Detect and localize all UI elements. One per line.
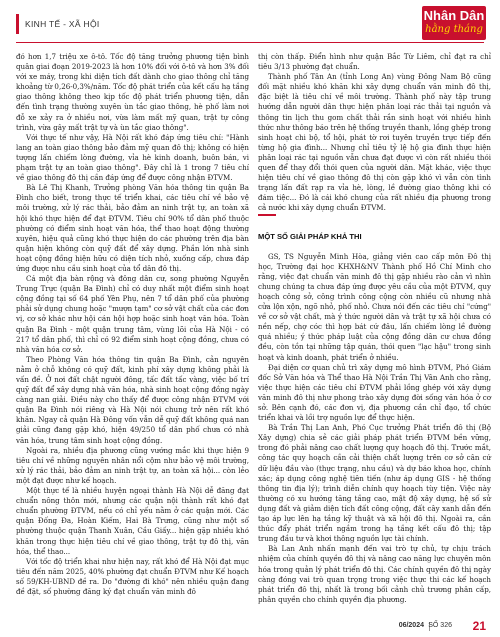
page-number: 21 [472, 619, 486, 633]
article-column-right [258, 52, 491, 605]
subheading: MỘT SỐ GIẢI PHÁP KHẢ THI [258, 231, 362, 241]
subheading-block [258, 214, 491, 242]
logo-title: Nhân Dân [423, 8, 485, 23]
paragraph: Đại diện cơ quan chủ trì xây dựng mô hình ĐTVM, Phó Giám đốc Sở Văn hóa và Thể thao Hà Nội Trần Thị Vân Anh cho rằng, việc thực hiện các tiêu chí ĐTVM phải lồng ghép với xây dựng văn minh đô thị như phong trào xây dựng đời sống văn hóa ở cơ sở. Bên cạnh đó, các đơn vị, địa phương cần chỉ đạo, tổ chức triển khai và lồi trợ nguồn lực để thực hiện. [258, 362, 491, 423]
paragraph: đó hơn 1,7 triệu xe ô-tô. Tốc độ tăng trưởng phương tiện bình quân giai đoạn 2019-2023 là hơn 10% đối với ô-tô và hơn 3% đối với xe máy, trong khi diện tích đất dành cho giao thông chỉ tăng khoảng từ 0,26-0,3%/năm. Tốc độ phát triển của kết cấu hạ tầng giao thông không theo kịp tốc độ phát triển phương tiện, dẫn đến tình trạng thường xuyên ùn tắc giao thông, hè phố làm nơi đỗ xe xảy ra ở nhiều nơi, vừa làm mất mỹ quan, trật tự công trình, vừa gây mất trật tự và ùn tắc giao thông". [16, 52, 249, 132]
issue-date: 06/2024 [398, 622, 424, 629]
section-accent-bar [16, 14, 19, 34]
section-title: KINH TẾ - XÃ HỘI [25, 19, 100, 29]
article-column-left [16, 52, 249, 597]
page-footer [0, 618, 500, 637]
paragraph: Cá một địa bàn rộng và đông dân cư, song phường Nguyễn Trung Trực (quận Ba Đình) chỉ có duy nhất một điểm sinh hoạt cộng đồng tại số 64 phố Yên Phụ, nên 7 tổ dân phố của phường phải sử dụng chung hoặc "mượn tạm" cơ sở vật chất của các đơn vị, cơ sở khác như hội cán hội hợp hoặc sinh hoạt văn hóa. Toàn quận Ba Đình - một quận trung tâm, vùng lõi của Hà Nội - có 217 tổ dân phố, thì chỉ có 92 điểm sinh hoạt cộng đồng, chưa có nhà văn hóa cơ sở. [16, 274, 249, 354]
paragraph: Ngoài ra, nhiều địa phương cũng vướng mắc khi thực hiện 9 tiêu chí về những nguyên nhân nổi cộm như bảo vệ môi trường, xử lý rác thải, bảo đảm an ninh trật tự, an toàn xã hội... còn lẻo một đạt được như kế hoạch. [16, 445, 249, 485]
paragraph: Bà Lê Thị Khanh, Trưởng phòng Văn hóa thông tin quận Ba Đình cho biết, trong thực tế triển khai, các tiêu chí về bảo vệ môi trường, xử lý rác thải, bảo đảm an ninh trật tự, an toàn xã hội khó thực hiện để đạt ĐTVM. Tiêu chí 90% tổ dân phố thuộc phường có điểm sinh hoạt văn hóa, thể thao hoạt động thường xuyên, hiệu quả cũng khó thực hiện do các phường trên địa bàn quận hiện không còn quỹ đất để xây dựng. Phần lớn nhà sinh hoạt cộng đồng hiện hữu có diện tích nhỏ, xuống cấp, chưa đáp ứng được nhu cầu sinh hoạt của tổ dân đô thị. [16, 183, 249, 273]
section-label-group [16, 14, 100, 34]
paragraph: Thành phố Tân An (tỉnh Long An) vùng Đông Nam Bộ cũng đối mặt nhiều khó khăn khi xây dựng chuẩn văn minh đô thị, đặc biệt là tiêu chí về môi trường. Thành phố này tập trung hướng dẫn người dân thực hiện phân loại rác thải tại nguồn và thông tin lịch thu gom chất thải rắn sinh hoạt với nhiều hình thức như thông báo trên hệ thống truyền thanh, lồng ghép trong sinh hoạt chi bộ, tổ hội, phát tờ rơi tuyên truyền trực tiếp đến từng hộ gia đình... Nhưng chỉ tiêu tỷ lệ hộ gia đình thực hiện phân loại rác tại nguồn vẫn chưa đạt được vì còn rất nhiều thói quen để thay đổi thói quen của người dân. Mặt khác, việc thực hiện tiêu chí về giao thông đô thị còn gặp khó vì vẫn còn tình trạng lấn đất rạp ra vỉa hè, lòng, lề đường giao thông khi có đám tiệc... Đó là cái khó chung của rất nhiều địa phương trong cả nước khi xây dựng chuẩn ĐTVM. [258, 72, 491, 213]
paragraph: Một thực tế là nhiều huyện ngoại thành Hà Nội dễ đăng đạt chuẩn nông thôn mới, nhưng các quận nội thành rất khó đạt chuẩn phường ĐTVM, nếu có chỉ yếu nằm ở các quận mới. Các quận Đống Đa, Hoàn Kiếm, Hai Bà Trưng, cũng như một số phường thuộc quận Thanh Xuân, Cầu Giấy... hiện gặp nhiều khó khăn trong thực hiện tiêu chí về giao thông, trật tự đô thị, văn hóa, thể thao... [16, 486, 249, 556]
page-header [0, 0, 500, 50]
subheading-accent [258, 214, 276, 216]
paragraph: thị còn thấp. Điển hình như quận Bắc Từ Liêm, chỉ đạt ra chỉ tiêu 3/13 phường đạt chuẩn. [258, 52, 491, 72]
paragraph: Với tốc độ triển khai như hiện nay, rất khó để Hà Nội đạt mục tiêu đến năm 2025, 40% phường đạt chuẩn ĐTVM như Kế hoạch số 59/KH-UBND đề ra. Do "đường đi khó" nên nhiều quận đang đề đặt, số phường đăng ký đạt chuẩn văn minh đô [16, 556, 249, 596]
logo-subtitle: hằng tháng [425, 24, 483, 35]
paragraph: Theo Phòng Văn hóa thông tin quận Ba Đình, cản nguyên nằm ở chỗ không có quỹ đất, kinh phí xây dựng không phải là vấn đề. Ở nơi đất chật người đông, tấc đất tấc vàng, việc bố trí quỹ đất để xây dựng nhà văn hóa, nhà sinh hoạt cộng đồng ngày càng nan giải. Điều này cho thấy để được công nhận ĐTVM với quận Ba Đình nói riêng và Hà Nội nói chung trở nên rất khó khăn. Ngay cả quận Hà Đông vốn vẫn dễ quỹ đất không quá nan giải cũng đang gặp khó, hiện 49/250 tổ dân phố chưa có nhà văn hóa, trung tâm sinh hoạt cộng đồng. [16, 354, 249, 445]
publication-logo [422, 6, 486, 40]
paragraph: Bà Trần Thị Lan Anh, Phó Cục trưởng Phát triển đô thị (Bộ Xây dựng) chia sẻ các giải pháp phát triển ĐTVM bền vững, trong đó phải nâng cao chất lượng quy hoạch đô thị. Trước mắt, công tác quy hoạch cần cải thiện chất lượng trên cơ sở cân cứ dữ liệu đầu vào (thực trạng, nhu cầu) và dự báo khoa học, chính xác; áp dụng công nghệ tiên tiến (như áp dụng GIS - hệ thống thông tin địa lý); trình diễn chính quy hoạch tùy tiện. Việc này thường có xu hướng tăng tầng cao, mật độ xây dựng, hệ số sử dụng đất và giảm diện tích đất công cộng, đất cây xanh dẫn đến tạo áp lực lên hạ tầng kỹ thuật và xã hội đô thị. Ngoài ra, cần thúc đẩy phát triển ngầm trong hạ tầng kết cấu đô thị; tập trung đầu tư và khơi thông nguồn lực tài chính. [258, 423, 491, 544]
paragraph: GS, TS Nguyễn Minh Hòa, giảng viên cao cấp môn Đô thị học, Trường đại học KHXH&NV Thành phố Hồ Chí Minh cho rằng, việc đạt chuẩn văn minh đô thị gặp nhiều rào cản vì nhìn chung chúng ta chưa đáp ứng được yêu cầu của một ĐTVM, quy hoạch công sở, công trình công cộng còn nhiều cũ nhưng nhà cửa lộn xộn, ngõ nhỏ, phố nhỏ. Chưa nói đến các tiêu chí "cứng" về cơ sở vật chất, mà ý thức người dân và trật tự xã hội chưa có nền nếp, chợ cóc thì hợp bát cứ đâu, lấn chiếm lòng lề đường quá nhiều; ý thức pháp luật của cộng đồng dân cư chưa đồng đều, còn tồn tại những tập quán, thói quen "lạc hậu" trong sinh hoạt và kinh doanh, phát triển ở nhiều. [258, 251, 491, 362]
issue-number: SỐ 326 [428, 622, 452, 629]
paragraph: Bà Lan Anh nhấn mạnh đến vai trò tự chủ, tự chịu trách nhiệm của chính quyền đô thị và nâng cao năng lực chuyên môn hóa trong quản lý phát triển đô thị. Các chính quyền đô thị ngày càng đóng vai trò quan trọng trong việc thực thi các kế hoạch phát triển đô thị, nhất là trong bối cảnh chủ trương phân cấp, phân quyền cho chính quyền địa phương. [258, 544, 491, 604]
paragraph: Với thực tế như vậy, Hà Nội rất khó đáp ứng tiêu chí: "Hành lang an toàn giao thông bảo đảm mỹ quan đô thị; không có hiện tượng lấn chiếm lòng đường, vỉa hè kinh doanh, buôn bán, vi phạm trật tự an toàn giao thông". Đây chỉ là 1 trong 7 tiêu chí về giao thông đô thị cần đáp ứng để được công nhận ĐTVM. [16, 132, 249, 183]
header-rule [16, 42, 484, 43]
